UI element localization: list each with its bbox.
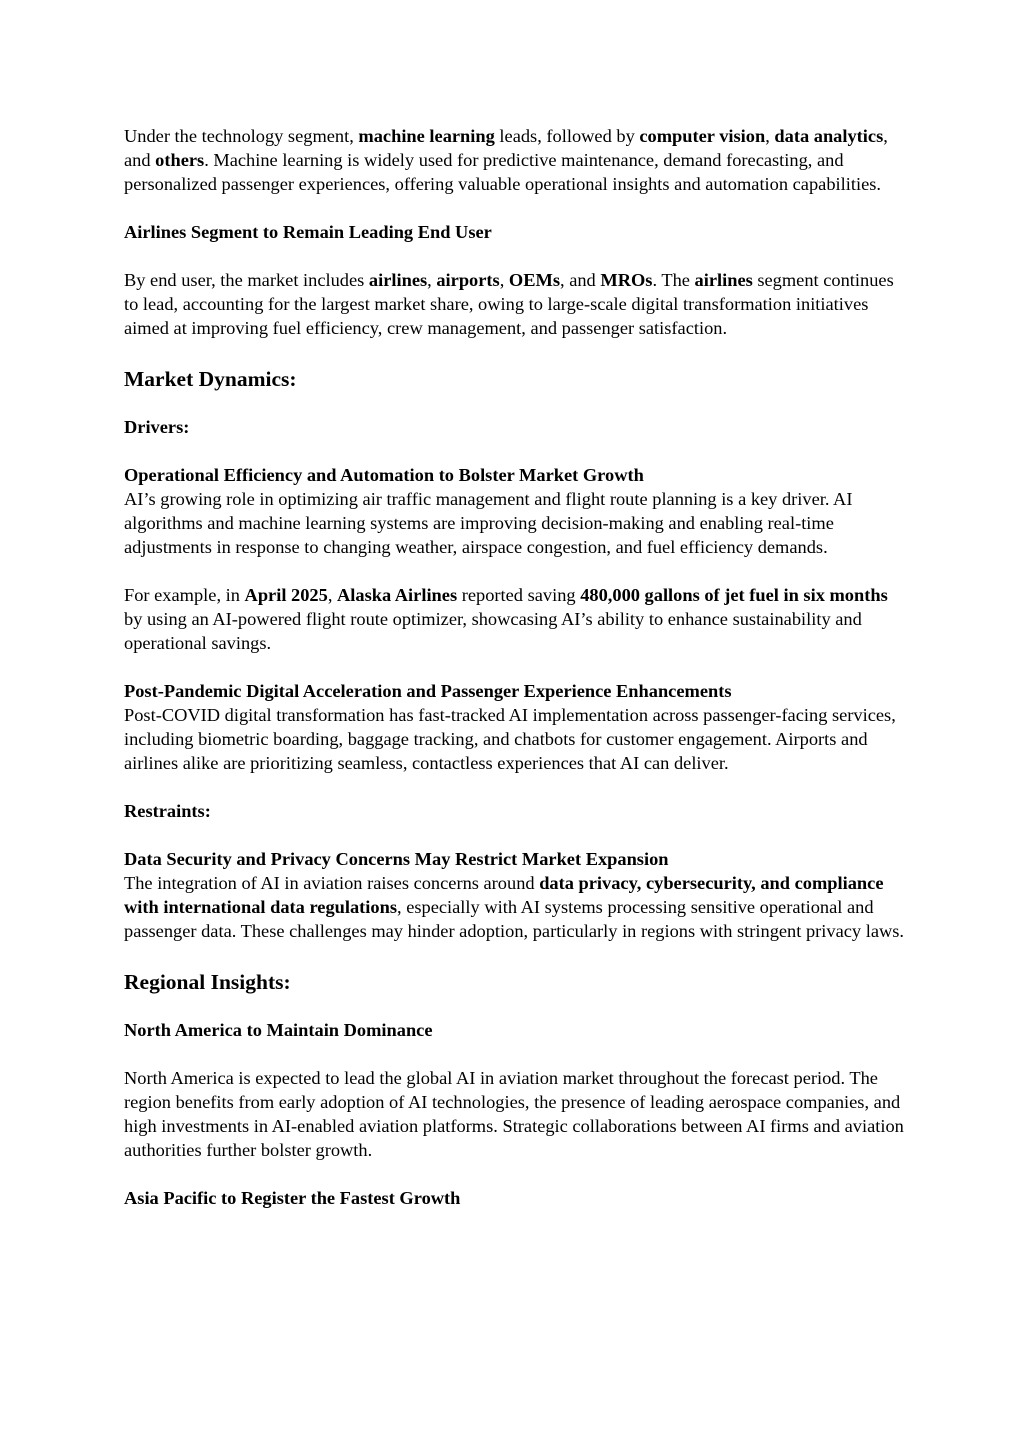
bold-run: others [155,150,205,170]
heading-text: Airlines Segment to Remain Leading End User [124,222,492,242]
text-run: For example, in [124,585,245,605]
asia-pacific-heading [124,1186,904,1210]
end-user-paragraph [124,268,904,340]
technology-segment-paragraph [124,124,904,196]
text-run: , [765,126,775,146]
bold-run: machine learning [358,126,495,146]
text-run: by using an AI-powered flight route optimizer, showcasing AI’s ability to enhance sustainability and operational savings. [124,609,862,653]
heading-text: Operational Efficiency and Automation to Bolster Market Growth [124,465,644,485]
drivers-heading [124,415,904,439]
operational-efficiency-heading [124,463,904,487]
bold-run: airports [436,270,500,290]
text-run: The integration of AI in aviation raises concerns around [124,873,540,893]
heading-text: Asia Pacific to Register the Fastest Growth [124,1188,461,1208]
text-run: leads, followed by [494,126,640,146]
text-run: , and [124,126,888,170]
bold-run: data analytics [774,126,884,146]
data-security-heading [124,847,904,871]
post-pandemic-paragraph: Post-COVID digital transformation has fast-tracked AI implementation across passenger-facing services, including biometric boarding, baggage tracking, and chatbots for customer engagement. Airports and airlines alike are prioritizing seamless, contactless experiences that AI can deliver. [124,705,896,773]
heading-text: Drivers: [124,417,190,437]
text-run: . The [652,270,695,290]
market-dynamics-heading: Market Dynamics: [124,367,297,391]
text-run: . Machine learning is widely used for predictive maintenance, demand forecasting, and personalized passenger experiences, offering valuable operational insights and automation capabilities. [124,150,881,194]
example-paragraph [124,583,904,655]
bold-run: April 2025 [244,585,328,605]
bold-run: 480,000 gallons of jet fuel in six months [580,585,888,605]
heading-text: North America to Maintain Dominance [124,1020,433,1040]
bold-run: MROs [600,270,653,290]
data-security-paragraph [124,871,904,943]
north-america-heading [124,1018,904,1042]
text-run: segment continues to lead, accounting for the largest market share, owing to large-scale digital transformation initiatives aimed at improving fuel efficiency, crew management, and passenger satisfaction. [124,270,894,338]
bold-run: data privacy, cybersecurity, and compliance with international data regulations [124,873,884,917]
text-run: , [427,270,437,290]
text-run: , [499,270,509,290]
bold-run: OEMs [508,270,560,290]
north-america-paragraph: North America is expected to lead the global AI in aviation market throughout the forecast period. The region benefits from early adoption of AI technologies, the presence of leading aerospace companies, and high investments in AI-enabled aviation platforms. Strategic collaborations between AI firms and aviation authorities further bolster growth. [124,1068,904,1160]
text-run: Under the technology segment, [124,126,359,146]
text-run: By end user, the market includes [124,270,369,290]
text-run: , and [560,270,601,290]
text-run: , especially with AI systems processing sensitive operational and passenger data. These challenges may hinder adoption, particularly in regions with stringent privacy laws. [124,897,905,941]
bold-run: computer vision [639,126,766,146]
document-page [124,124,904,1210]
regional-insights-heading: Regional Insights: [124,970,291,994]
restraints-heading [124,799,904,823]
text-run: reported saving [457,585,581,605]
bold-run: Alaska Airlines [337,585,458,605]
bold-run: airlines [694,270,753,290]
heading-text: Post-Pandemic Digital Acceleration and Passenger Experience Enhancements [124,681,732,701]
post-pandemic-heading [124,679,904,703]
bold-run: airlines [368,270,428,290]
heading-text: Data Security and Privacy Concerns May Restrict Market Expansion [124,849,669,869]
airlines-heading [124,220,904,244]
text-run: , [327,585,338,605]
operational-efficiency-paragraph: AI’s growing role in optimizing air traffic management and flight route planning is a key driver. AI algorithms and machine learning systems are improving decision-making and enabling real-time adjustments in response to changing weather, airspace congestion, and fuel efficiency demands. [124,489,853,557]
heading-text: Restraints: [124,801,211,821]
